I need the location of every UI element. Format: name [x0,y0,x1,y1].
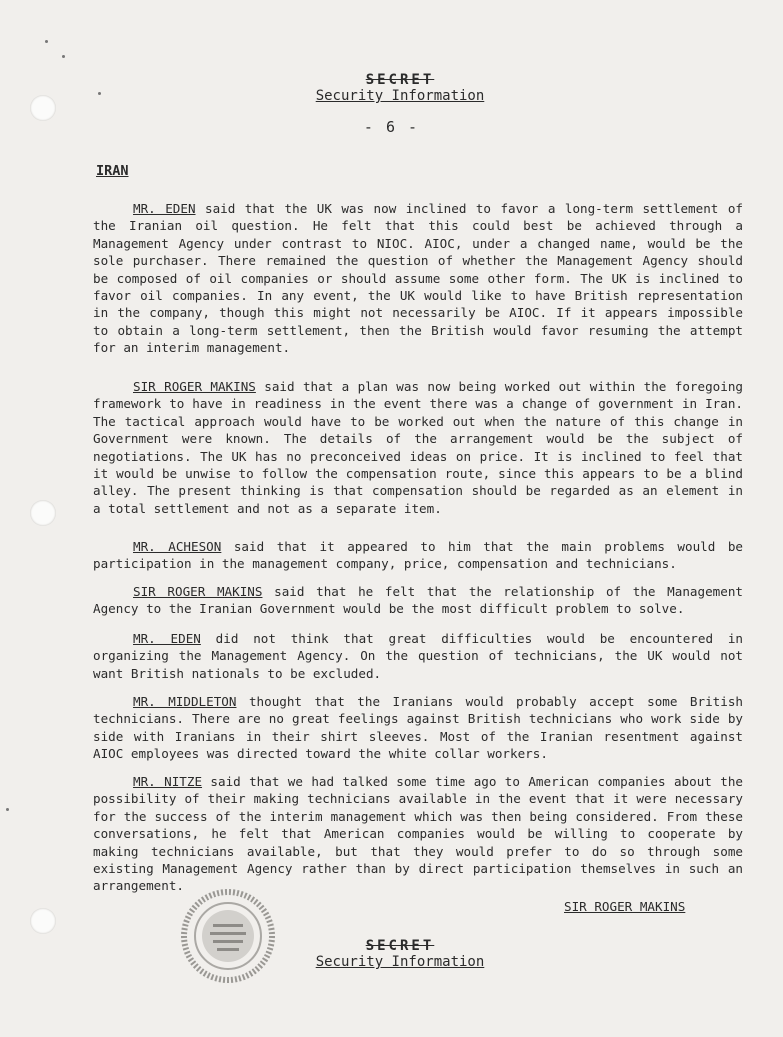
paragraph-text: did not think that great difficulties would be encountered in organizing the Management Agency. On the question of technicians, the UK would not want British nationals to be excluded. [93,631,743,681]
security-caveat: Security Information [315,954,485,970]
speaker-name: MR. NITZE [133,774,203,789]
paragraph-text: thought that the Iranians would probably accept some British technicians. There are no great feelings against British technicians who work side by side with Iranians in their shirt sleeves. Most of the Iranian resentment against AIOC employees was directed toward the white collar workers. [93,694,743,762]
paragraph-text: said that he felt that the relationship of the Management Agency to the Iranian Government would be the most difficult problem to solve. [93,584,743,617]
paragraph-text: said that it appeared to him that the main problems would be participation in the management company, price, compensation and technicians. [93,539,743,572]
paragraph-text: said that a plan was now being worked out within the foregoing framework to have in readiness in the event there was a change of government in Iran. The tactical approach would have to be worked out when the nature of this change in Government were known. The details of the arrangement would be the subject of negotiations. The UK has no preconceived ideas on price. It is inclined to feel that it would be unwise to follow the compensation route, since this appears to be a blind alley. The present thinking is that compensation should be regarded as an element in a total settlement and not as a separate item. [93,379,743,516]
speaker-name: MR. MIDDLETON [133,694,237,709]
header-classification [300,72,500,104]
paragraph [93,773,743,895]
speaker-name: SIR ROGER MAKINS [133,379,256,394]
security-caveat: Security Information [315,88,485,104]
classification-stamp: SECRET [365,938,435,954]
speaker-name: SIR ROGER MAKINS [133,584,263,599]
paragraph [93,583,743,618]
paragraph-text: said that we had talked some time ago to American companies about the possibility of their making technicians available in the event that it were necessary for the success of the interim management which was then being considered. From these conversations, he felt that American companies would be willing to cooperate by making technicians available, but that they would prefer to do so through some existing Management Agency rather than by direct participation themselves in such an arrangement. [93,774,743,894]
speck [45,40,48,43]
footer-classification [300,938,500,970]
page-number: - 6 - [363,118,420,136]
classification-stamp: SECRET [365,72,435,88]
paragraph [93,378,743,517]
speck [6,808,9,811]
punch-hole [30,500,56,526]
speaker-name: MR. ACHESON [133,539,222,554]
paragraph [93,693,743,763]
punch-hole [30,908,56,934]
paragraph [93,200,743,357]
speaker-name: MR. EDEN [133,631,201,646]
speck [98,92,101,95]
paragraph [93,538,743,573]
paragraph-text: said that the UK was now inclined to favor a long-term settlement of the Iranian oil question. He felt that this could best be achieved through a Management Agency under contrast to NIOC. AIOC, under a changed name, would be the sole purchaser. There remained the question of whether the Management Agency should be composed of oil companies or should assume some other form. The UK is inclined to favor oil companies. In any event, the UK would like to have British representation in the company, though this might not necessarily be AIOC. If it appears impossible to obtain a long-term settlement, then the British would favor resuming the attempt for an interim management. [93,201,743,356]
paragraph [93,630,743,682]
section-title: IRAN [96,163,129,179]
speck [62,55,65,58]
speaker-name: MR. EDEN [133,201,196,216]
archive-seal-stamp [180,888,276,984]
next-page-catchword: SIR ROGER MAKINS [564,899,686,914]
